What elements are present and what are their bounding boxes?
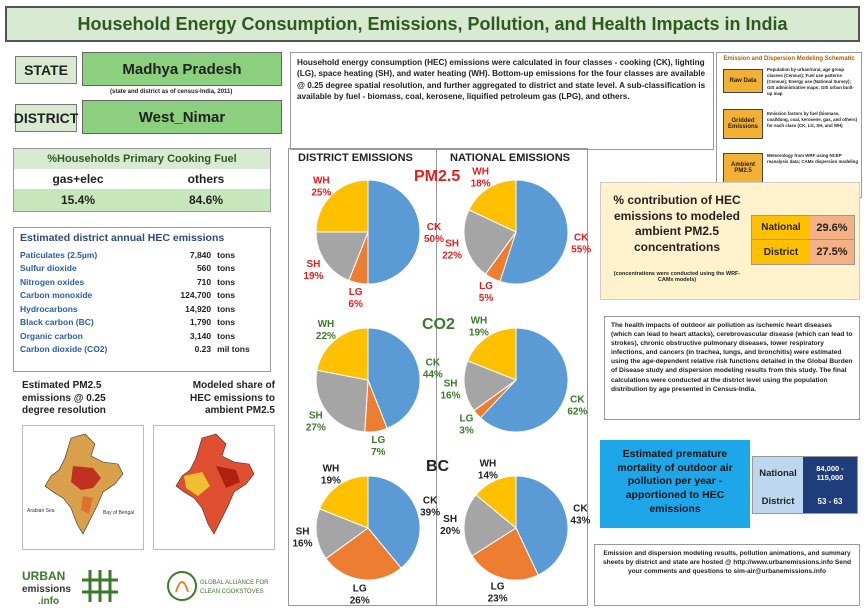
state-note: (state and district as of census-India, 2011) — [110, 89, 233, 95]
emission-unit: tons — [217, 303, 236, 314]
mortality-national-label: National — [753, 457, 803, 489]
emissions-title: Estimated district annual HEC emissions — [20, 232, 225, 244]
pie-label-value: 19% — [468, 327, 489, 339]
mortality-table — [752, 456, 858, 514]
pie-label-category: WH — [317, 319, 335, 331]
pie-label-category: CK — [425, 357, 441, 369]
emission-value: 124,700 — [180, 290, 212, 301]
emission-value: 3,140 — [189, 330, 212, 341]
emission-unit: tons — [217, 249, 236, 260]
svg-text:GLOBAL ALLIANCE FOR: GLOBAL ALLIANCE FOR — [200, 580, 269, 586]
emission-name: Carbon monoxide — [20, 290, 93, 301]
pie-label-category: LG — [348, 286, 363, 298]
pie-label-category: LG — [371, 435, 386, 447]
cooking-fuel-title: %Households Primary Cooking Fuel — [14, 149, 270, 169]
pie-label-category: WH — [479, 458, 497, 470]
pie-label-value: 7% — [371, 447, 386, 459]
pm25-emissions-map — [22, 425, 144, 550]
pie-label-category: CK — [573, 232, 589, 244]
urbanemissions-logo — [22, 566, 142, 606]
pie-label-category: CK — [426, 222, 442, 233]
pie-label-category: SH — [295, 526, 310, 538]
pie-label-value: 43% — [570, 515, 591, 527]
pie-label-category: CK — [422, 495, 438, 507]
state-value: Madhya Pradesh — [82, 52, 282, 86]
svg-text:.info: .info — [38, 596, 60, 607]
pie-label-value: 22% — [442, 250, 463, 262]
contribution-note: (concentrations were conducted using the WRF-CAMx models) — [613, 271, 741, 283]
cooking-fuel-value-others: 84.6% — [188, 193, 224, 207]
emission-value: 14,920 — [185, 303, 212, 314]
pie-label-category: LG — [490, 581, 505, 593]
pie-label-value: 16% — [292, 538, 313, 550]
svg-text:Arabian Sea: Arabian Sea — [27, 508, 55, 514]
emission-name: Sulfur dioxide — [20, 263, 77, 274]
svg-text:CLEAN COOKSTOVES: CLEAN COOKSTOVES — [200, 589, 264, 595]
pie-label-value: 39% — [420, 507, 441, 519]
emission-name: Organic carbon — [20, 330, 83, 341]
pie-label-value: 27% — [305, 422, 326, 434]
emission-unit: tons — [217, 317, 236, 328]
state-label: STATE — [15, 56, 77, 84]
emission-value: 7,840 — [189, 249, 212, 260]
contribution-national-value: 29.6% — [810, 216, 854, 239]
pie-label-category: SH — [443, 513, 458, 525]
pie-label-value: 18% — [470, 178, 491, 190]
mortality-national-value: 84,000 - 115,000 — [803, 457, 857, 489]
emission-row — [20, 329, 264, 343]
pie-label-category: LG — [479, 280, 493, 292]
district-emissions-header: DISTRICT EMISSIONS — [298, 152, 413, 164]
mortality-title: Estimated premature mortality of outdoor air pollution per year - apportioned to HEC emissions — [600, 440, 750, 528]
emission-unit: tons — [217, 290, 236, 301]
emission-row — [20, 262, 264, 276]
pie-label-category: SH — [308, 410, 323, 422]
health-impacts-text: The health impacts of outdoor air pollution as ischemic heart diseases (which can lead to heart attacks), cerebrovascular disease (which can lead to strokes), chronic obstructive pulmonary diseases, lower respiratory infections, and cancers (in trachea, lungs, and bronchitis) were estimated using the age-dependent relative risk functions detailed in the Global Burden of Disease study and dispersion modeling results from this study. The final calculations were conducted at the district level using the population distribution by age presented in Census-India. — [604, 316, 860, 420]
emission-unit: mil tons — [217, 344, 250, 355]
emission-name: Paticulates (2.5µm) — [20, 249, 98, 260]
mortality-district-label: District — [753, 489, 803, 513]
pie-label-value: 3% — [459, 425, 474, 437]
contribution-district-value: 27.5% — [810, 240, 854, 264]
emission-value: 560 — [196, 263, 212, 274]
emission-unit: tons — [217, 276, 236, 287]
emission-value: 710 — [196, 276, 212, 287]
pie-label-category: WH — [472, 166, 489, 178]
pie-label-category: SH — [306, 259, 321, 271]
page-title: Household Energy Consumption, Emissions, Pollution, and Health Impacts in India — [5, 6, 860, 42]
flow-box-gridded: Gridded Emissions — [723, 109, 763, 139]
hec-description: Household energy consumption (HEC) emissions were calculated in four classes - cooking (CK), lighting (LG), space heating (SH), and water heating (WH). Bottom-up emissions for the four classes are available @ 0.25 degree spatial resolution, and further aggregated to district and state level. A sub-classification is available by fuel - biomass, coal, kerosene, liquified petroleum gas (LPG), and others. — [290, 52, 714, 150]
cooking-fuel-header-gas: gas+elec — [52, 172, 104, 186]
emission-row — [20, 316, 264, 330]
contribution-district-label: District — [752, 240, 810, 264]
pie-label-value: 19% — [303, 271, 324, 283]
pie-label-category: LG — [352, 583, 367, 595]
map-left-title: Estimated PM2.5 emissions @ 0.25 degree resolution — [22, 380, 106, 416]
emission-row — [20, 302, 264, 316]
pie-label-category: WH — [312, 175, 330, 187]
pie-label-category: CK — [573, 503, 588, 515]
svg-text:URBAN: URBAN — [22, 569, 66, 583]
contribution-panel — [600, 182, 860, 300]
contribution-national-label: National — [752, 216, 810, 239]
pie-label-category: LG — [459, 413, 474, 425]
pollutant-label-co2: CO2 — [422, 316, 455, 333]
national-emissions-header: NATIONAL EMISSIONS — [450, 152, 570, 164]
contribution-title: % contribution of HEC emissions to modeled ambient PM2.5 concentrations — [613, 193, 741, 254]
district-value: West_Nimar — [82, 100, 282, 134]
hec-share-map — [153, 425, 275, 550]
emission-name: Hydrocarbons — [20, 303, 78, 314]
emission-row — [20, 343, 264, 357]
pie-label-category: SH — [445, 238, 460, 250]
flow-schematic — [716, 52, 862, 198]
flow-note-raw: Population by urban/rural, age group classes (Census); Fuel use patterns (Census); Energy use (National Survey); GIS administrative maps; GIS urban built-up map — [767, 67, 854, 96]
pie-label-value: 23% — [487, 593, 508, 605]
pie-label-value: 62% — [567, 406, 588, 418]
pie-label-value: 22% — [315, 331, 336, 343]
emission-row — [20, 275, 264, 289]
flow-title: Emission and Dispersion Modeling Schematic — [723, 56, 855, 62]
map-right-title: Modeled share of HEC emissions to ambient PM2.5 — [189, 380, 275, 416]
svg-text:emissions: emissions — [22, 584, 71, 595]
cooking-fuel-panel — [13, 148, 271, 212]
pie-label-value: 5% — [478, 292, 494, 304]
pie-label-category: SH — [443, 378, 458, 390]
flow-note-gridded: Emission factors by fuel (biomass, coal/dung, coal, kerosene, gas, and others) for each class (CK, LG, SH, and WH) — [767, 111, 858, 128]
pie-label-value: 14% — [477, 470, 498, 482]
mortality-district-value: 53 - 63 — [803, 489, 857, 513]
pie-charts — [288, 148, 592, 607]
pie-label-value: 26% — [349, 595, 370, 607]
flow-box-raw-data: Raw Data — [723, 69, 763, 93]
emission-value: 0.23 — [194, 344, 212, 355]
pie-label-value: 44% — [422, 369, 443, 381]
emission-row — [20, 248, 264, 262]
emission-name: Carbon dioxide (CO2) — [20, 344, 108, 355]
emission-name: Black carbon (BC) — [20, 317, 94, 328]
district-label: DISTRICT — [15, 104, 77, 132]
cooking-fuel-header-others: others — [187, 172, 225, 186]
emission-unit: tons — [217, 330, 236, 341]
pie-label-value: 25% — [311, 187, 332, 199]
clean-cookstoves-logo — [162, 566, 272, 606]
pie-label-category: CK — [570, 394, 585, 406]
emissions-panel — [13, 227, 271, 372]
emission-value: 1,790 — [189, 317, 212, 328]
cooking-fuel-value-gas: 15.4% — [60, 193, 96, 207]
emission-row — [20, 289, 264, 303]
pollutant-label-bc: BC — [426, 458, 450, 475]
pie-label-value: 55% — [571, 244, 592, 256]
pie-label-value: 50% — [423, 234, 445, 245]
footer-info: Emission and dispersion modeling results, pollution animations, and summary sheets by district and state are hosted @ http://www.urbanemissions.info Send your comments and questions to sim-air@urbanemissions.info — [594, 544, 860, 606]
pollutant-label-pm25: PM2.5 — [414, 168, 461, 185]
pie-label-value: 16% — [440, 390, 461, 402]
flow-box-ambient: Ambient PM2.5 — [723, 153, 763, 183]
svg-text:Bay of Bengal: Bay of Bengal — [103, 510, 135, 516]
flow-note-ambient: Meteorology from WRF using NCEP reanalysis data; CAMx dispersion modeling — [767, 153, 859, 164]
pie-label-category: WH — [322, 463, 340, 475]
emission-unit: tons — [217, 263, 236, 274]
pie-label-value: 6% — [348, 298, 363, 310]
pie-label-value: 19% — [320, 475, 341, 487]
pie-label-value: 20% — [440, 525, 461, 537]
emission-name: Nitrogen oxides — [20, 276, 85, 287]
pie-label-category: WH — [470, 315, 488, 327]
pie-slice-ck — [368, 180, 420, 284]
